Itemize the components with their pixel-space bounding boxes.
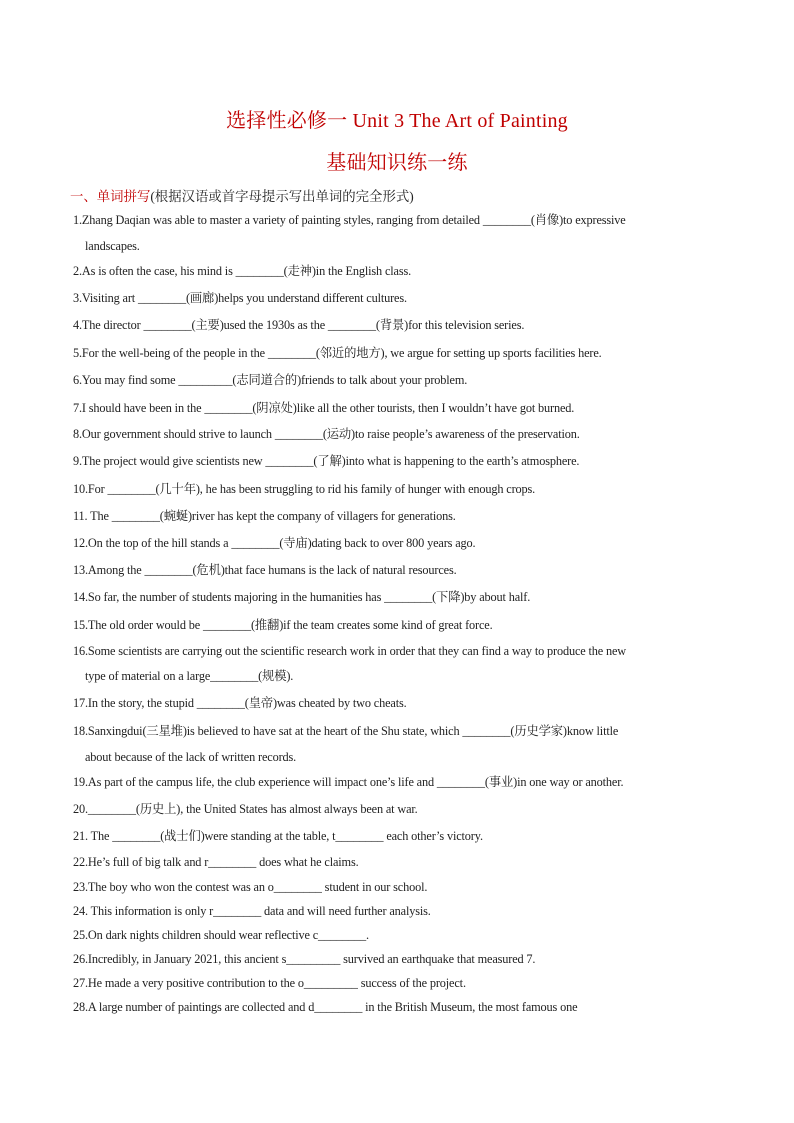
- question-16-continued: type of material on a large________(规模).: [85, 669, 294, 683]
- page-subtitle: 基础知识练一练: [326, 152, 468, 174]
- question-2: 2.As is often the case, his mind is ________(走神)in the English class.: [73, 264, 412, 278]
- question-16: 16.Some scientists are carrying out the scientific research work in order that they can find a way to produce the new: [73, 644, 627, 658]
- question-18-continued: about because of the lack of written records.: [85, 750, 297, 764]
- question-5: 5.For the well-being of the people in the ________(邻近的地方), we argue for setting up sports facilities here.: [73, 346, 602, 360]
- section-heading: [70, 186, 414, 205]
- question-19: 19.As part of the campus life, the club experience will impact one’s life and ________(事业)in one way or another.: [73, 775, 624, 789]
- question-14: 14.So far, the number of students majoring in the humanities has ________(下降)by about half.: [73, 590, 531, 604]
- question-1: 1.Zhang Daqian was able to master a variety of painting styles, ranging from detailed ________(肖像)to expressive: [73, 213, 626, 227]
- question-3: 3.Visiting art ________(画廊)helps you understand different cultures.: [73, 291, 407, 305]
- question-1-continued: landscapes.: [85, 239, 140, 253]
- question-26: 26.Incredibly, in January 2021, this ancient s_________ survived an earthquake that measured 7.: [73, 952, 536, 966]
- section-heading-label: 一、单词拼写: [70, 189, 151, 204]
- question-24: 24. This information is only r________ data and will need further analysis.: [73, 904, 431, 918]
- section-instruction: (根据汉语或首字母提示写出单词的完全形式): [150, 189, 414, 204]
- page-title: 选择性必修一 Unit 3 The Art of Painting: [226, 110, 568, 132]
- question-7: 7.I should have been in the ________(阴凉处)like all the other tourists, then I wouldn’t have got burned.: [73, 401, 575, 415]
- question-22: 22.He’s full of big talk and r________ does what he claims.: [73, 855, 359, 869]
- question-6: 6.You may find some _________(志同道合的)friends to talk about your problem.: [73, 373, 468, 387]
- question-18: 18.Sanxingdui(三星堆)is believed to have sat at the heart of the Shu state, which ________(历史学家)know little: [73, 724, 619, 738]
- question-4: 4.The director ________(主要)used the 1930s as the ________(背景)for this television series.: [73, 318, 525, 332]
- question-15: 15.The old order would be ________(推翻)if the team creates some kind of great force.: [73, 618, 493, 632]
- question-25: 25.On dark nights children should wear reflective c________.: [73, 928, 369, 942]
- question-11: 11. The ________(蜿蜒)river has kept the company of villagers for generations.: [73, 509, 456, 523]
- question-21: 21. The ________(战士们)were standing at the table, t________ each other’s victory.: [73, 829, 483, 843]
- question-12: 12.On the top of the hill stands a ________(寺庙)dating back to over 800 years ago.: [73, 536, 476, 550]
- question-20: 20.________(历史上), the United States has almost always been at war.: [73, 802, 418, 816]
- question-17: 17.In the story, the stupid ________(皇帝)was cheated by two cheats.: [73, 696, 407, 710]
- question-28: 28.A large number of paintings are collected and d________ in the British Museum, the most famous one: [73, 1000, 578, 1014]
- question-9: 9.The project would give scientists new ________(了解)into what is happening to the earth’s atmosphere.: [73, 454, 580, 468]
- question-27: 27.He made a very positive contribution to the o_________ success of the project.: [73, 976, 466, 990]
- question-13: 13.Among the ________(危机)that face humans is the lack of natural resources.: [73, 563, 457, 577]
- question-8: 8.Our government should strive to launch ________(运动)to raise people’s awareness of the preservation.: [73, 427, 580, 441]
- question-23: 23.The boy who won the contest was an o________ student in our school.: [73, 880, 428, 894]
- question-10: 10.For ________(几十年), he has been struggling to rid his family of hunger with enough crops.: [73, 482, 536, 496]
